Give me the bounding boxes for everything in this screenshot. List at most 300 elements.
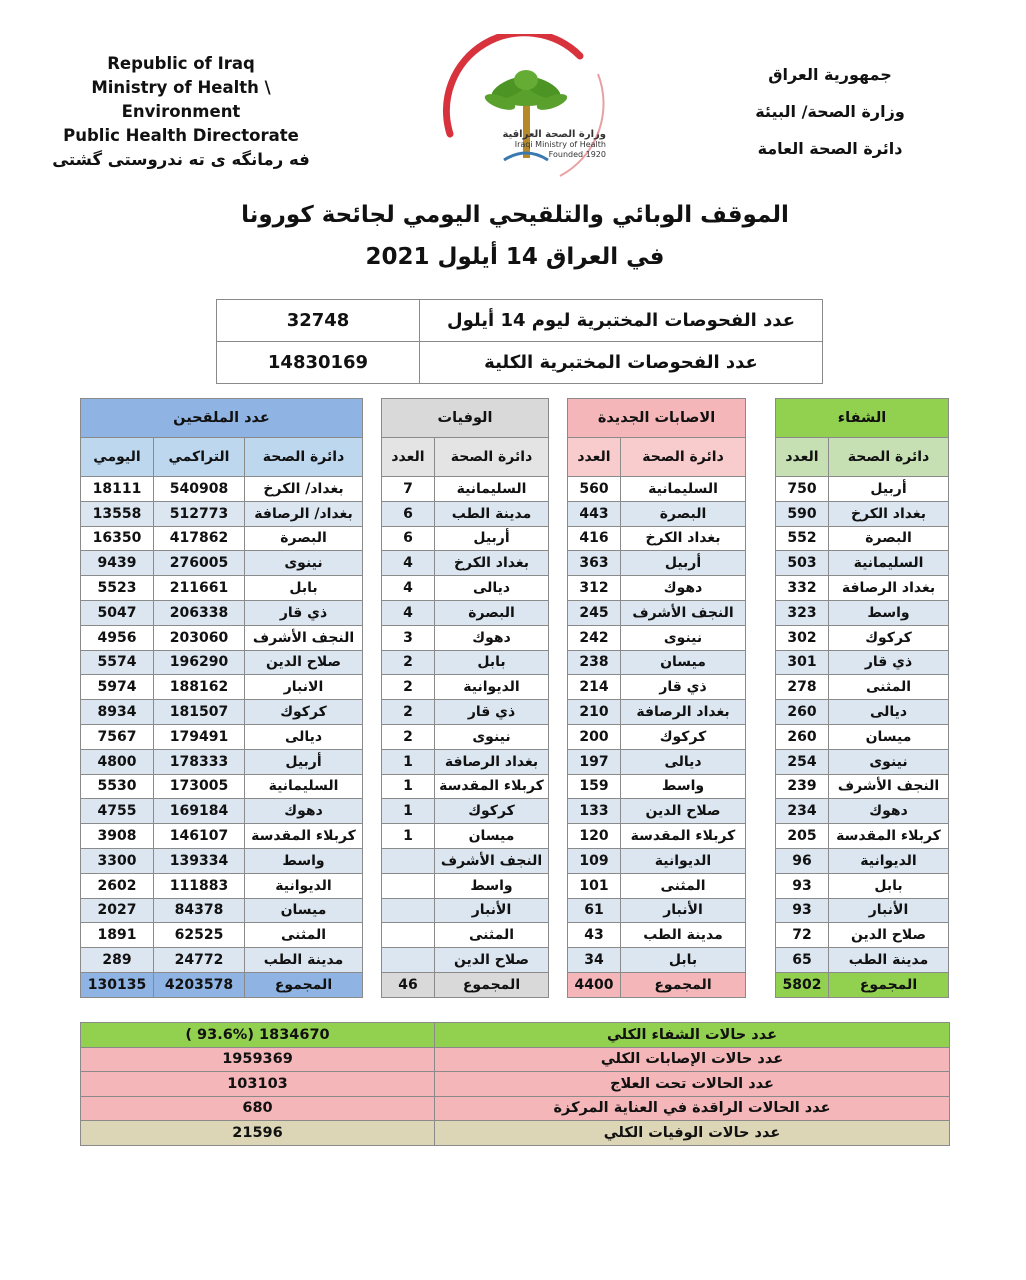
deaths-count-cell: [382, 873, 435, 898]
deaths-row: [382, 873, 549, 898]
vaccinated-cumulative-cell: 211661: [154, 576, 245, 601]
deaths-count-cell: 2: [382, 675, 435, 700]
header-ar-line-3: دائرة الصحة العامة: [757, 139, 903, 158]
recovered-directorate-cell: بابل: [829, 873, 949, 898]
recovered-row: [776, 948, 949, 973]
vaccinated-cumulative-cell: 178333: [154, 749, 245, 774]
deaths-directorate-cell: البصرة: [435, 600, 549, 625]
deaths-col-count: العدد: [382, 438, 435, 477]
cases-directorate-cell: كربلاء المقدسة: [621, 824, 746, 849]
recovered-col-count: العدد: [776, 438, 829, 477]
vaccinated-daily-cell: 2027: [81, 898, 154, 923]
summary-label: عدد حالات الوفيات الكلي: [435, 1121, 950, 1146]
cases-directorate-cell: ذي قار: [621, 675, 746, 700]
vaccinated-directorate-cell: دهوك: [245, 799, 363, 824]
deaths-directorate-cell: ذي قار: [435, 700, 549, 725]
cases-directorate-cell: دهوك: [621, 576, 746, 601]
recovered-count-cell: 750: [776, 477, 829, 502]
deaths-directorate-cell: مدينة الطب: [435, 501, 549, 526]
vaccinated-daily-cell: 18111: [81, 477, 154, 502]
cases-directorate-cell: صلاح الدين: [621, 799, 746, 824]
deaths-directorate-cell: المثنى: [435, 923, 549, 948]
vaccinated-row: [81, 749, 363, 774]
recovered-row: [776, 526, 949, 551]
deaths-row: [382, 625, 549, 650]
vaccinated-cumulative-cell: 512773: [154, 501, 245, 526]
vaccinated-directorate-cell: المثنى: [245, 923, 363, 948]
recovered-directorate-cell: صلاح الدين: [829, 923, 949, 948]
title-line-1: الموقف الوبائي والتلقيحي اليومي لجائحة كورونا: [241, 202, 789, 228]
tests-daily-label: عدد الفحوصات المختبرية ليوم 14 أيلول: [420, 300, 823, 342]
vaccinated-row: [81, 724, 363, 749]
vaccinated-daily-cell: 289: [81, 948, 154, 973]
deaths-row: [382, 848, 549, 873]
vaccinated-cumulative-cell: 169184: [154, 799, 245, 824]
cases-directorate-cell: السليمانية: [621, 477, 746, 502]
deaths-count-cell: 2: [382, 724, 435, 749]
recovered-table: [775, 398, 949, 998]
cases-row: [568, 749, 746, 774]
cases-row: [568, 625, 746, 650]
recovered-total-value: 5802: [776, 972, 829, 997]
recovered-directorate-cell: السليمانية: [829, 551, 949, 576]
deaths-count-cell: [382, 898, 435, 923]
recovered-row: [776, 551, 949, 576]
deaths-directorate-cell: بغداد الكرخ: [435, 551, 549, 576]
recovered-directorate-cell: بغداد الكرخ: [829, 501, 949, 526]
vaccinated-total-cumulative: 4203578: [154, 972, 245, 997]
recovered-directorate-cell: ذي قار: [829, 650, 949, 675]
recovered-directorate-cell: المثنى: [829, 675, 949, 700]
recovered-row: [776, 848, 949, 873]
deaths-count-cell: 4: [382, 551, 435, 576]
recovered-count-cell: 332: [776, 576, 829, 601]
summary-table: [80, 1022, 950, 1146]
deaths-row: [382, 700, 549, 725]
vaccinated-title: عدد الملقحين: [81, 399, 363, 438]
cases-directorate-cell: الديوانية: [621, 848, 746, 873]
deaths-row: [382, 799, 549, 824]
summary-row: [81, 1047, 950, 1072]
cases-col-directorate: دائرة الصحة: [621, 438, 746, 477]
recovered-col-directorate: دائرة الصحة: [829, 438, 949, 477]
recovered-directorate-cell: كربلاء المقدسة: [829, 824, 949, 849]
deaths-directorate-cell: دهوك: [435, 625, 549, 650]
cases-directorate-cell: الأنبار: [621, 898, 746, 923]
vaccinated-directorate-cell: ديالى: [245, 724, 363, 749]
deaths-row: [382, 898, 549, 923]
deaths-row: [382, 824, 549, 849]
recovered-count-cell: 323: [776, 600, 829, 625]
recovered-count-cell: 93: [776, 873, 829, 898]
palm-tree-icon: [440, 34, 610, 184]
cases-total-value: 4400: [568, 972, 621, 997]
cases-count-cell: 61: [568, 898, 621, 923]
deaths-count-cell: 1: [382, 824, 435, 849]
cases-count-cell: 214: [568, 675, 621, 700]
tests-daily-row: [217, 300, 823, 342]
cases-row: [568, 700, 746, 725]
vaccinated-row: [81, 650, 363, 675]
recovered-directorate-cell: الأنبار: [829, 898, 949, 923]
cases-row: [568, 848, 746, 873]
cases-row: [568, 477, 746, 502]
vaccinated-daily-cell: 8934: [81, 700, 154, 725]
cases-row: [568, 799, 746, 824]
vaccinated-row: [81, 824, 363, 849]
cases-total-label: المجموع: [621, 972, 746, 997]
recovered-row: [776, 799, 949, 824]
deaths-row: [382, 501, 549, 526]
summary-label: عدد الحالات الراقدة في العناية المركزة: [435, 1096, 950, 1121]
deaths-count-cell: [382, 948, 435, 973]
deaths-directorate-cell: ميسان: [435, 824, 549, 849]
header-en-line-2: Ministry of Health \ Environment: [91, 78, 271, 121]
summary-value: 21596: [81, 1121, 435, 1146]
tests-total-label: عدد الفحوصات المختبرية الكلية: [420, 342, 823, 384]
header-en-line-1: Republic of Iraq: [107, 54, 255, 73]
recovered-count-cell: 301: [776, 650, 829, 675]
vaccinated-daily-cell: 4755: [81, 799, 154, 824]
cases-row: [568, 551, 746, 576]
recovered-count-cell: 72: [776, 923, 829, 948]
deaths-row: [382, 477, 549, 502]
deaths-directorate-cell: النجف الأشرف: [435, 848, 549, 873]
vaccinated-directorate-cell: السليمانية: [245, 774, 363, 799]
cases-row: [568, 576, 746, 601]
vaccinated-directorate-cell: بغداد/ الرصافة: [245, 501, 363, 526]
recovered-directorate-cell: ديالى: [829, 700, 949, 725]
recovered-row: [776, 898, 949, 923]
summary-label: عدد الحالات تحت العلاج: [435, 1072, 950, 1097]
cases-count-cell: 238: [568, 650, 621, 675]
deaths-directorate-cell: أربيل: [435, 526, 549, 551]
summary-value: 1959369: [81, 1047, 435, 1072]
vaccinated-row: [81, 501, 363, 526]
ministry-logo: [440, 34, 610, 184]
deaths-total-value: 46: [382, 972, 435, 997]
deaths-total-label: المجموع: [435, 972, 549, 997]
recovered-row: [776, 774, 949, 799]
recovered-row: [776, 625, 949, 650]
recovered-count-cell: 503: [776, 551, 829, 576]
cases-count-cell: 363: [568, 551, 621, 576]
deaths-directorate-cell: الديوانية: [435, 675, 549, 700]
vaccinated-daily-cell: 5523: [81, 576, 154, 601]
recovered-count-cell: 239: [776, 774, 829, 799]
vaccinated-cumulative-cell: 62525: [154, 923, 245, 948]
vaccinated-cumulative-cell: 276005: [154, 551, 245, 576]
recovered-count-cell: 278: [776, 675, 829, 700]
vaccinated-total-row: [81, 972, 363, 997]
vaccinated-row: [81, 625, 363, 650]
cases-directorate-cell: بغداد الكرخ: [621, 526, 746, 551]
new-cases-table: [567, 398, 746, 998]
cases-count-cell: 133: [568, 799, 621, 824]
cases-count-cell: 443: [568, 501, 621, 526]
recovered-row: [776, 873, 949, 898]
cases-count-cell: 416: [568, 526, 621, 551]
header-en-line-3: Public Health Directorate: [63, 126, 299, 145]
vaccinated-directorate-cell: ميسان: [245, 898, 363, 923]
recovered-row: [776, 675, 949, 700]
vaccinated-table: [80, 398, 363, 998]
vaccinated-daily-cell: 4956: [81, 625, 154, 650]
header-english: [36, 52, 326, 172]
vaccinated-directorate-cell: الديوانية: [245, 873, 363, 898]
deaths-directorate-cell: كربلاء المقدسة: [435, 774, 549, 799]
cases-row: [568, 650, 746, 675]
vaccinated-total-label: المجموع: [245, 972, 363, 997]
cases-row: [568, 675, 746, 700]
vaccinated-cumulative-cell: 111883: [154, 873, 245, 898]
recovered-count-cell: 302: [776, 625, 829, 650]
recovered-row: [776, 700, 949, 725]
recovered-directorate-cell: دهوك: [829, 799, 949, 824]
recovered-total-row: [776, 972, 949, 997]
recovered-row: [776, 923, 949, 948]
vaccinated-row: [81, 923, 363, 948]
vaccinated-row: [81, 600, 363, 625]
deaths-count-cell: 4: [382, 600, 435, 625]
vaccinated-cumulative-cell: 139334: [154, 848, 245, 873]
vaccinated-daily-cell: 5530: [81, 774, 154, 799]
vaccinated-daily-cell: 1891: [81, 923, 154, 948]
deaths-directorate-cell: كركوك: [435, 799, 549, 824]
header-kurdish-line: فه رمانگه ى ته ندروستى گشتى: [52, 150, 310, 169]
summary-row: [81, 1023, 950, 1048]
vaccinated-daily-cell: 5574: [81, 650, 154, 675]
recovered-count-cell: 552: [776, 526, 829, 551]
vaccinated-row: [81, 675, 363, 700]
cases-title: الاصابات الجديدة: [568, 399, 746, 438]
vaccinated-directorate-cell: نينوى: [245, 551, 363, 576]
tests-daily-value: 32748: [217, 300, 420, 342]
deaths-directorate-cell: واسط: [435, 873, 549, 898]
deaths-count-cell: 1: [382, 749, 435, 774]
recovered-row: [776, 650, 949, 675]
vaccinated-directorate-cell: كربلاء المقدسة: [245, 824, 363, 849]
vaccinated-row: [81, 700, 363, 725]
cases-total-row: [568, 972, 746, 997]
recovered-count-cell: 234: [776, 799, 829, 824]
cases-count-cell: 210: [568, 700, 621, 725]
deaths-col-directorate: دائرة الصحة: [435, 438, 549, 477]
vaccinated-cumulative-cell: 84378: [154, 898, 245, 923]
vaccinated-directorate-cell: النجف الأشرف: [245, 625, 363, 650]
cases-directorate-cell: مدينة الطب: [621, 923, 746, 948]
recovered-count-cell: 93: [776, 898, 829, 923]
vaccinated-row: [81, 774, 363, 799]
deaths-count-cell: 7: [382, 477, 435, 502]
vaccinated-daily-cell: 16350: [81, 526, 154, 551]
summary-row: [81, 1096, 950, 1121]
summary-value: ( 93.6%) 1834670: [81, 1023, 435, 1048]
vaccinated-cumulative-cell: 181507: [154, 700, 245, 725]
deaths-directorate-cell: نينوى: [435, 724, 549, 749]
vaccinated-col-daily: اليومي: [81, 438, 154, 477]
vaccinated-col-cumulative: التراكمي: [154, 438, 245, 477]
logo-text: وزارة الصحة العراقية Iraqi Ministry of Health Founded 1920: [502, 129, 606, 159]
vaccinated-row: [81, 551, 363, 576]
vaccinated-cumulative-cell: 417862: [154, 526, 245, 551]
recovered-count-cell: 260: [776, 724, 829, 749]
summary-row: [81, 1072, 950, 1097]
deaths-row: [382, 923, 549, 948]
cases-col-count: العدد: [568, 438, 621, 477]
cases-count-cell: 200: [568, 724, 621, 749]
deaths-directorate-cell: بابل: [435, 650, 549, 675]
recovered-directorate-cell: نينوى: [829, 749, 949, 774]
deaths-count-cell: 6: [382, 501, 435, 526]
deaths-count-cell: 2: [382, 650, 435, 675]
recovered-row: [776, 749, 949, 774]
cases-count-cell: 560: [568, 477, 621, 502]
vaccinated-directorate-cell: بابل: [245, 576, 363, 601]
cases-directorate-cell: ديالى: [621, 749, 746, 774]
vaccinated-daily-cell: 9439: [81, 551, 154, 576]
cases-count-cell: 159: [568, 774, 621, 799]
recovered-directorate-cell: واسط: [829, 600, 949, 625]
cases-row: [568, 600, 746, 625]
cases-directorate-cell: نينوى: [621, 625, 746, 650]
vaccinated-directorate-cell: مدينة الطب: [245, 948, 363, 973]
recovered-directorate-cell: ميسان: [829, 724, 949, 749]
deaths-row: [382, 774, 549, 799]
cases-row: [568, 824, 746, 849]
deaths-count-cell: 1: [382, 774, 435, 799]
deaths-directorate-cell: السليمانية: [435, 477, 549, 502]
vaccinated-cumulative-cell: 146107: [154, 824, 245, 849]
summary-label: عدد حالات الإصابات الكلي: [435, 1047, 950, 1072]
header-ar-line-1: جمهورية العراق: [768, 65, 892, 84]
recovered-directorate-cell: البصرة: [829, 526, 949, 551]
deaths-count-cell: [382, 848, 435, 873]
deaths-table: [381, 398, 549, 998]
vaccinated-cumulative-cell: 173005: [154, 774, 245, 799]
vaccinated-directorate-cell: واسط: [245, 848, 363, 873]
deaths-row: [382, 948, 549, 973]
cases-row: [568, 724, 746, 749]
recovered-row: [776, 724, 949, 749]
recovered-directorate-cell: بغداد الرصافة: [829, 576, 949, 601]
deaths-count-cell: 2: [382, 700, 435, 725]
deaths-count-cell: [382, 923, 435, 948]
cases-count-cell: 242: [568, 625, 621, 650]
summary-value: 680: [81, 1096, 435, 1121]
cases-row: [568, 948, 746, 973]
recovered-count-cell: 205: [776, 824, 829, 849]
summary-row: [81, 1121, 950, 1146]
recovered-directorate-cell: الديوانية: [829, 848, 949, 873]
cases-row: [568, 873, 746, 898]
cases-directorate-cell: البصرة: [621, 501, 746, 526]
deaths-row: [382, 526, 549, 551]
recovered-directorate-cell: أربيل: [829, 477, 949, 502]
cases-directorate-cell: بغداد الرصافة: [621, 700, 746, 725]
vaccinated-row: [81, 477, 363, 502]
deaths-directorate-cell: الأنبار: [435, 898, 549, 923]
recovered-count-cell: 96: [776, 848, 829, 873]
header-arabic: [740, 56, 920, 167]
vaccinated-daily-cell: 3908: [81, 824, 154, 849]
vaccinated-cumulative-cell: 24772: [154, 948, 245, 973]
deaths-row: [382, 600, 549, 625]
vaccinated-daily-cell: 5974: [81, 675, 154, 700]
deaths-row: [382, 749, 549, 774]
recovered-count-cell: 260: [776, 700, 829, 725]
cases-row: [568, 774, 746, 799]
cases-directorate-cell: المثنى: [621, 873, 746, 898]
cases-count-cell: 120: [568, 824, 621, 849]
vaccinated-daily-cell: 4800: [81, 749, 154, 774]
deaths-count-cell: 1: [382, 799, 435, 824]
vaccinated-directorate-cell: بغداد/ الكرخ: [245, 477, 363, 502]
vaccinated-cumulative-cell: 196290: [154, 650, 245, 675]
header-ar-line-2: وزارة الصحة/ البيئة: [755, 102, 905, 121]
vaccinated-row: [81, 873, 363, 898]
deaths-count-cell: 3: [382, 625, 435, 650]
recovered-row: [776, 477, 949, 502]
vaccinated-daily-cell: 7567: [81, 724, 154, 749]
recovered-directorate-cell: كركوك: [829, 625, 949, 650]
cases-row: [568, 898, 746, 923]
deaths-directorate-cell: صلاح الدين: [435, 948, 549, 973]
vaccinated-col-directorate: دائرة الصحة: [245, 438, 363, 477]
recovered-total-label: المجموع: [829, 972, 949, 997]
deaths-total-row: [382, 972, 549, 997]
recovered-count-cell: 65: [776, 948, 829, 973]
recovered-directorate-cell: النجف الأشرف: [829, 774, 949, 799]
summary-value: 103103: [81, 1072, 435, 1097]
deaths-directorate-cell: ديالى: [435, 576, 549, 601]
cases-directorate-cell: النجف الأشرف: [621, 600, 746, 625]
recovered-row: [776, 600, 949, 625]
tests-total-value: 14830169: [217, 342, 420, 384]
vaccinated-directorate-cell: أربيل: [245, 749, 363, 774]
vaccinated-row: [81, 898, 363, 923]
recovered-title: الشفاء: [776, 399, 949, 438]
report-title: [210, 194, 820, 278]
deaths-row: [382, 551, 549, 576]
vaccinated-cumulative-cell: 206338: [154, 600, 245, 625]
deaths-title: الوفيات: [382, 399, 549, 438]
recovered-count-cell: 254: [776, 749, 829, 774]
vaccinated-daily-cell: 13558: [81, 501, 154, 526]
cases-row: [568, 923, 746, 948]
tests-total-row: [217, 342, 823, 384]
deaths-directorate-cell: بغداد الرصافة: [435, 749, 549, 774]
vaccinated-directorate-cell: صلاح الدين: [245, 650, 363, 675]
vaccinated-row: [81, 848, 363, 873]
cases-directorate-cell: بابل: [621, 948, 746, 973]
vaccinated-cumulative-cell: 540908: [154, 477, 245, 502]
cases-count-cell: 101: [568, 873, 621, 898]
vaccinated-row: [81, 799, 363, 824]
vaccinated-cumulative-cell: 179491: [154, 724, 245, 749]
vaccinated-directorate-cell: الانبار: [245, 675, 363, 700]
cases-directorate-cell: واسط: [621, 774, 746, 799]
vaccinated-daily-cell: 5047: [81, 600, 154, 625]
cases-count-cell: 197: [568, 749, 621, 774]
cases-count-cell: 43: [568, 923, 621, 948]
recovered-count-cell: 590: [776, 501, 829, 526]
cases-directorate-cell: ميسان: [621, 650, 746, 675]
cases-count-cell: 34: [568, 948, 621, 973]
recovered-row: [776, 824, 949, 849]
deaths-count-cell: 4: [382, 576, 435, 601]
deaths-row: [382, 650, 549, 675]
